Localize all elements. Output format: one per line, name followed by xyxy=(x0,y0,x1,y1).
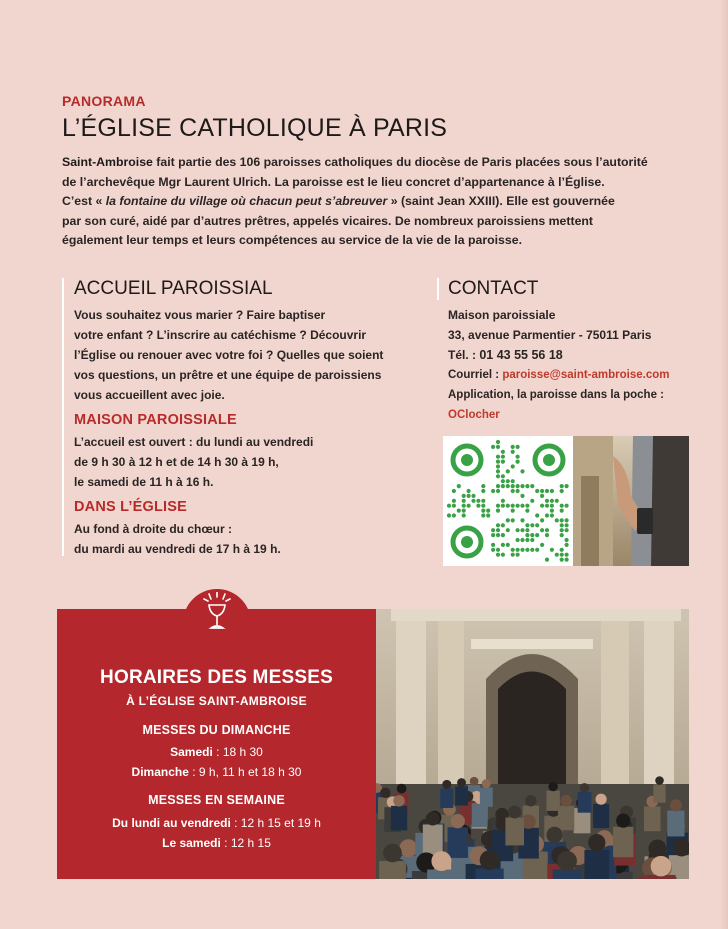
accueil-line: votre enfant ? L’inscrire au catéchisme ? Découvrir xyxy=(74,328,367,342)
intro-line-3b: » (saint Jean XXIII). Elle est gouvernée xyxy=(387,194,615,208)
accueil-line: vous accueillent avec joie. xyxy=(74,388,225,402)
intro-line-1: fait partie des 106 paroisses catholiques du diocèse de Paris placées sous l’autorité xyxy=(152,155,648,169)
photo-phone-pocket xyxy=(573,436,689,566)
sun-time: : 9 h, 11 h et 18 h 30 xyxy=(188,765,302,779)
sat-time: : 18 h 30 xyxy=(212,745,263,759)
eglise-line: du mardi au vendredi de 17 h à 19 h. xyxy=(74,542,281,556)
mass-title: HORAIRES DES MESSES xyxy=(100,667,333,688)
maison-line: de 9 h 30 à 12 h et de 14 h 30 à 19 h, xyxy=(74,455,279,469)
weekday-mass xyxy=(57,816,376,830)
saturday-label: Le samedi xyxy=(162,836,221,850)
maison-title: MAISON PAROISSIALE xyxy=(74,412,237,428)
contact-title: CONTACT xyxy=(448,278,539,299)
contact-address: 33, avenue Parmentier - 75011 Paris xyxy=(448,328,652,342)
parish-name: Saint-Ambroise xyxy=(62,155,153,169)
contact-text xyxy=(448,305,708,425)
saturday-evening-mass xyxy=(57,745,376,759)
accueil-divider xyxy=(62,278,64,556)
intro-quote: la fontaine du village où chacun peut s’abreuver xyxy=(105,194,388,208)
weekday-time: : 12 h 15 et 19 h xyxy=(230,816,321,830)
accueil-title: ACCUEIL PAROISSIAL xyxy=(74,278,273,299)
accueil-line: l’Église ou renouer avec votre foi ? Quelles que soient xyxy=(74,348,384,362)
eglise-line: Au fond à droite du chœur : xyxy=(74,522,232,536)
page-edge xyxy=(720,0,728,929)
contact-name: Maison paroissiale xyxy=(448,308,556,322)
chalice-icon xyxy=(200,592,234,632)
intro-paragraph xyxy=(62,153,682,251)
email-label: Courriel : xyxy=(448,369,503,381)
email-link[interactable]: paroisse@saint-ambroise.com xyxy=(502,369,670,381)
mass-schedule-panel xyxy=(57,609,376,879)
sunday-masses-title: MESSES DU DIMANCHE xyxy=(142,723,291,737)
maison-text xyxy=(74,432,434,492)
weekday-label: Du lundi au vendredi xyxy=(112,816,231,830)
accueil-text xyxy=(74,305,434,405)
eglise-title: DANS L’ÉGLISE xyxy=(74,499,187,515)
app-text: Application, la paroisse dans la poche : xyxy=(448,389,664,401)
maison-line: le samedi de 11 h à 16 h. xyxy=(74,475,214,489)
intro-line-2: de l’archevêque Mgr Laurent Ulrich. La paroisse est le lieu concret d’appartenance à l’Église. xyxy=(62,174,605,189)
intro-line-4: par son curé, aidé par d’autres prêtres, appelés vicaires. De nombreux paroissiens mettent xyxy=(62,213,594,228)
phone-number[interactable]: 01 43 55 56 18 xyxy=(479,348,563,362)
mass-subtitle: À L’ÉGLISE SAINT-AMBROISE xyxy=(126,694,307,708)
saturday-time: : 12 h 15 xyxy=(220,836,271,850)
app-link[interactable]: OClocher xyxy=(448,409,500,421)
eglise-text xyxy=(74,519,434,559)
weekday-masses-title: MESSES EN SEMAINE xyxy=(148,793,285,807)
accueil-line: vos questions, un prêtre et une équipe de paroissiens xyxy=(74,368,382,382)
photo-church-crowd xyxy=(376,609,689,879)
page-title: L’ÉGLISE CATHOLIQUE À PARIS xyxy=(62,114,448,142)
qr-code-svg xyxy=(443,436,573,566)
sunday-mass xyxy=(57,765,376,779)
intro-line-3a: C’est « xyxy=(62,194,106,208)
qr-code-icon[interactable] xyxy=(443,436,573,566)
intro-line-5: également leur temps et leurs compétences au service de la vie de la paroisse. xyxy=(62,233,522,247)
accueil-line: Vous souhaitez vous marier ? Faire baptiser xyxy=(74,308,326,322)
phone-label: Tél. : xyxy=(448,348,480,362)
saturday-mass xyxy=(57,836,376,850)
section-kicker: PANORAMA xyxy=(62,93,146,109)
maison-line: L’accueil est ouvert : du lundi au vendredi xyxy=(74,435,314,449)
sun-label: Dimanche xyxy=(131,765,189,779)
sat-label: Samedi xyxy=(170,745,213,759)
